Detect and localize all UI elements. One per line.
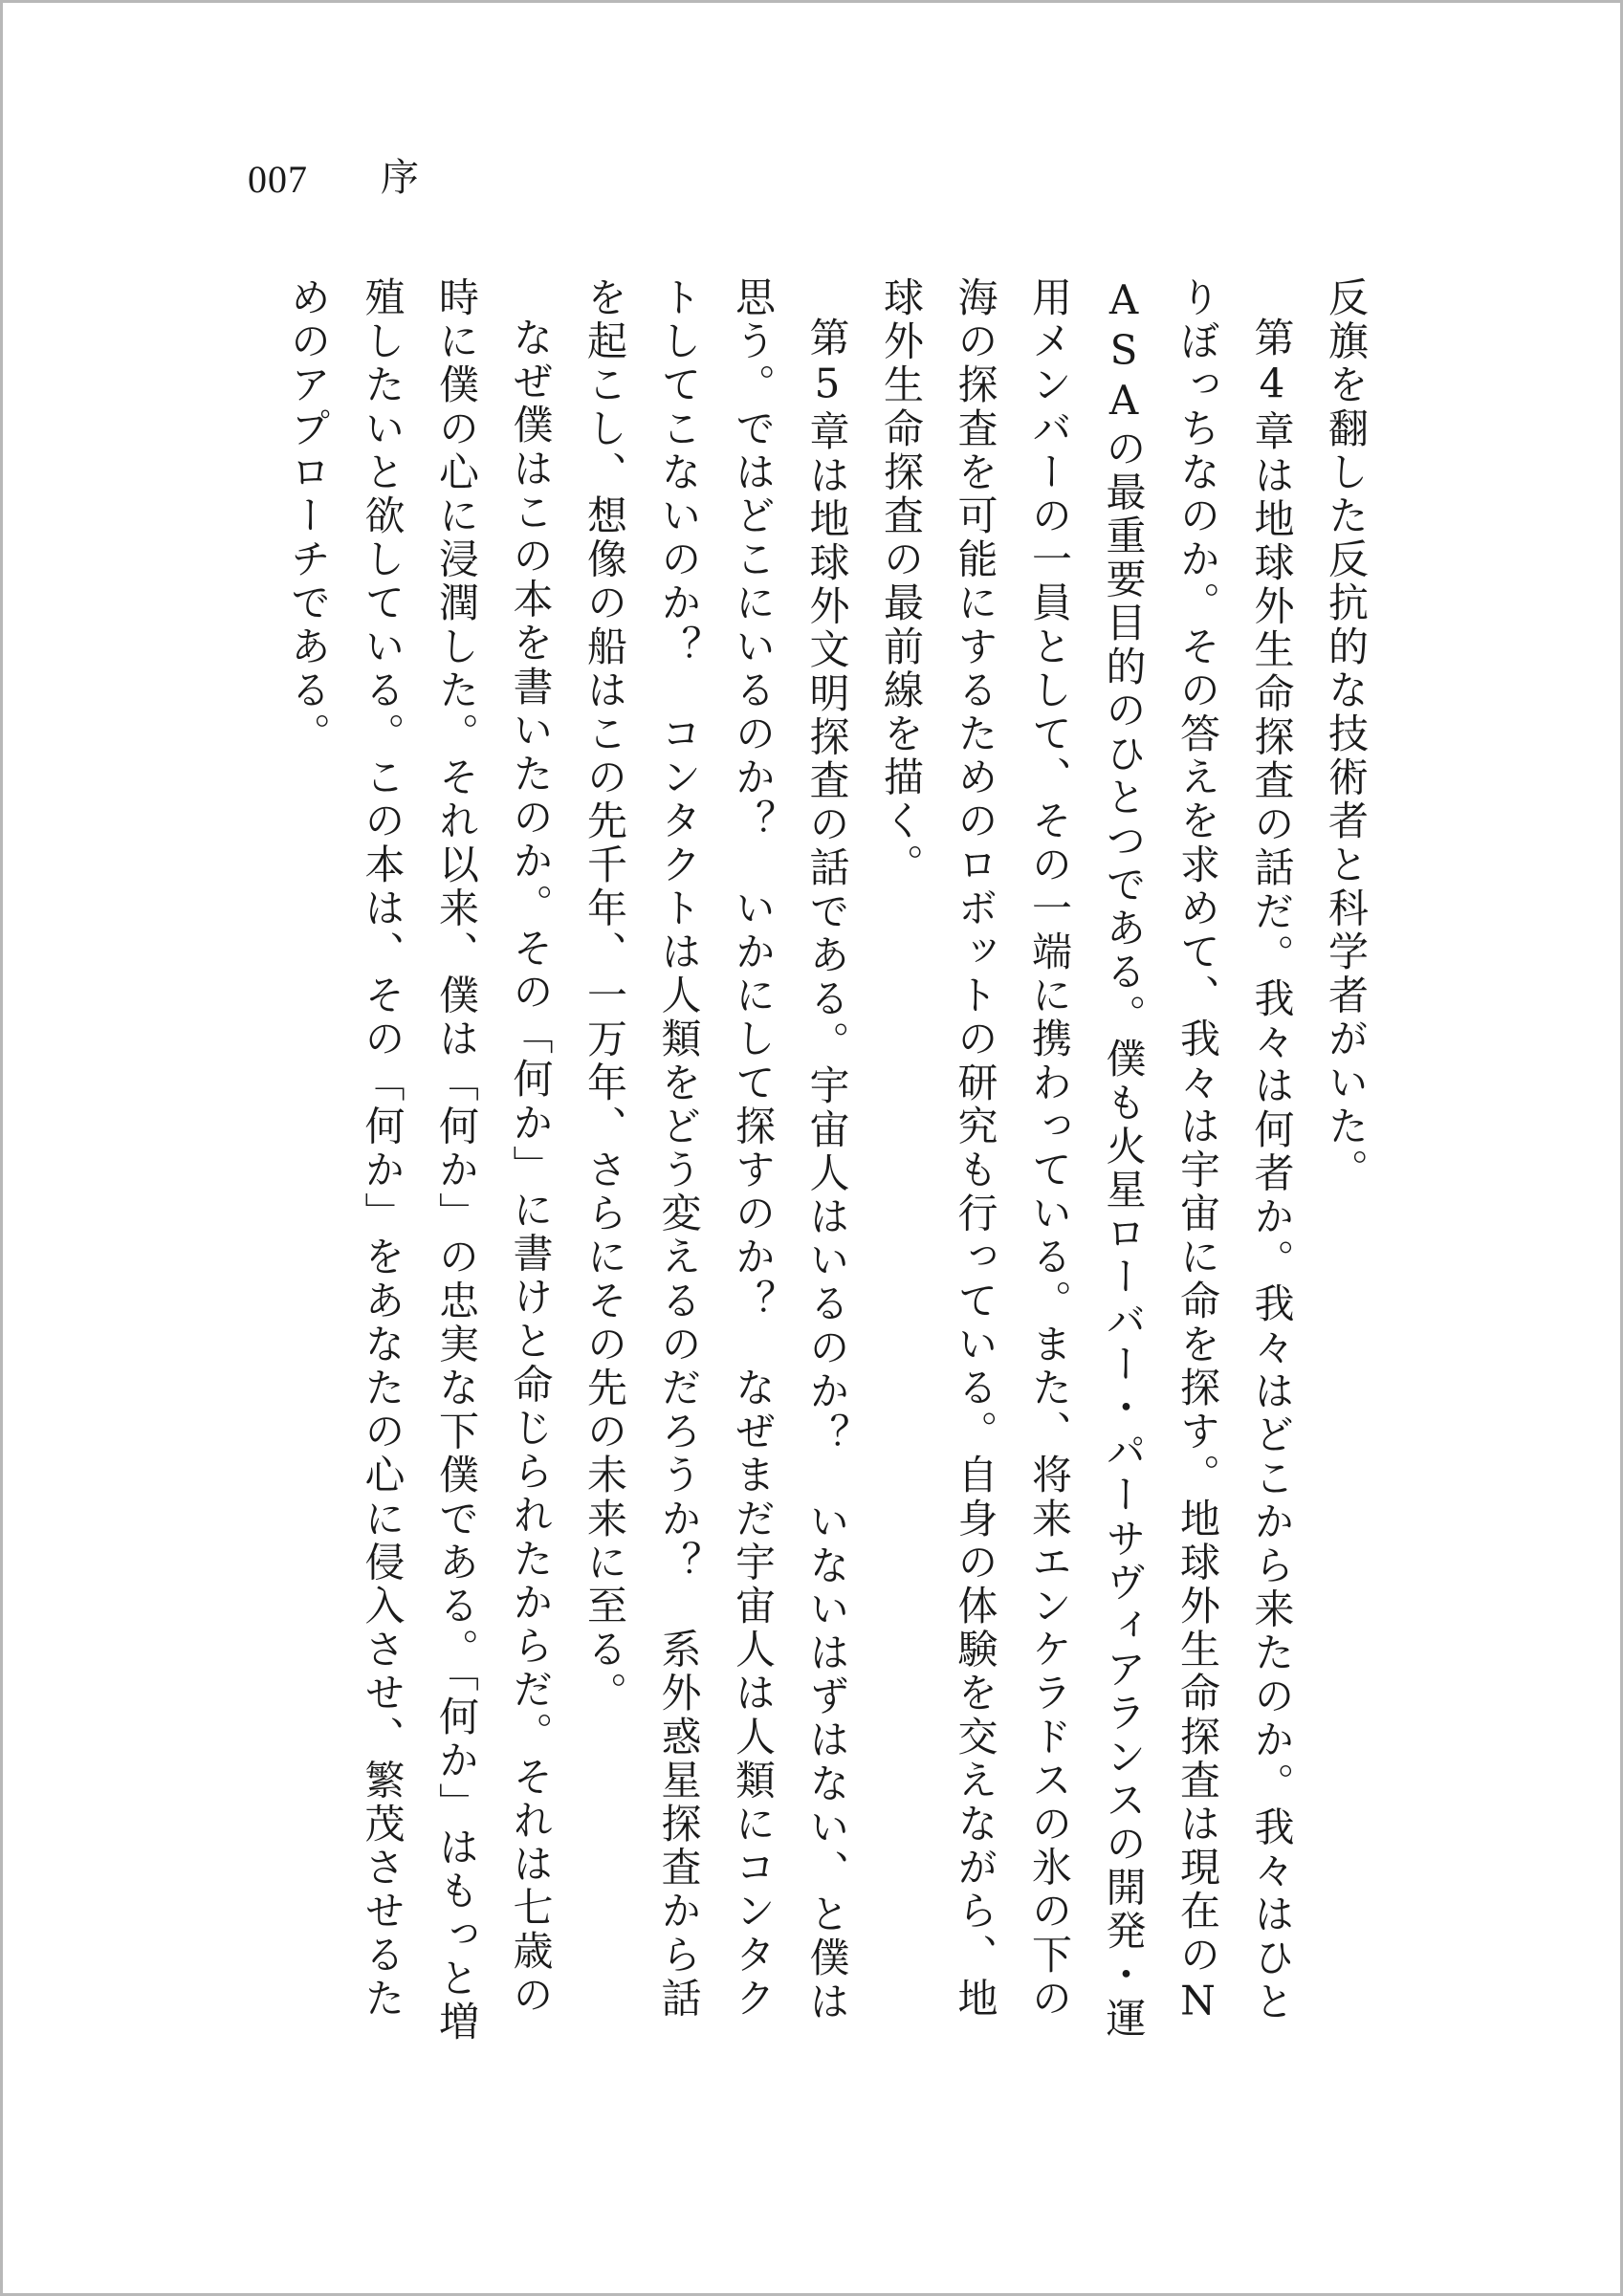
vertical-body-text: [272, 276, 1384, 2055]
paragraph-3: 第5章は地球外文明探査の話である。宇宙人はいるのか？ いないはずはない、と僕は思う。ではどこにいるのか？ いかにして探すのか？ なぜまだ宇宙人は人類にコンタクトしてこないのか？ コンタクトは人類をどう変えるのだろうか？ 系外惑星探査から話を起こし、想像の船はこの先千年、一万年、さらにその先の未来に至る。: [581, 276, 851, 2024]
page-number: 007: [248, 158, 308, 201]
paragraph-1: 反旗を翻した反抗的な技術者と科学者がいた。: [1323, 276, 1370, 1192]
paragraph-4: なぜ僕はこの本を書いたのか。その「何か」に書けと命じられたからだ。それは七歳の時に僕の心に浸潤した。それ以来、僕は「何か」の忠実な下僕である。「何か」はもっと増殖したいと欲している。この本は、その「何か」をあなたの心に侵入させ、繁茂させるためのアプローチである。: [285, 276, 555, 2045]
chapter-title: 序: [381, 156, 419, 200]
paragraph-2: 第4章は地球外生命探査の話だ。我々は何者か。我々はどこから来たのか。我々はひとりぼっちなのか。その答えを求めて、我々は宇宙に命を探す。地球外生命探査は現在のNASAの最重要目的のひとつである。僕も火星ローバー・パーサヴィアランスの開発・運用メンバーの一員として、その一端に携わっている。また、将来エンケラドスの氷の下の海の探査を可能にするためのロボットの研究も行っている。自身の体験を交えながら、地球外生命探査の最前線を描く。: [878, 276, 1296, 2041]
